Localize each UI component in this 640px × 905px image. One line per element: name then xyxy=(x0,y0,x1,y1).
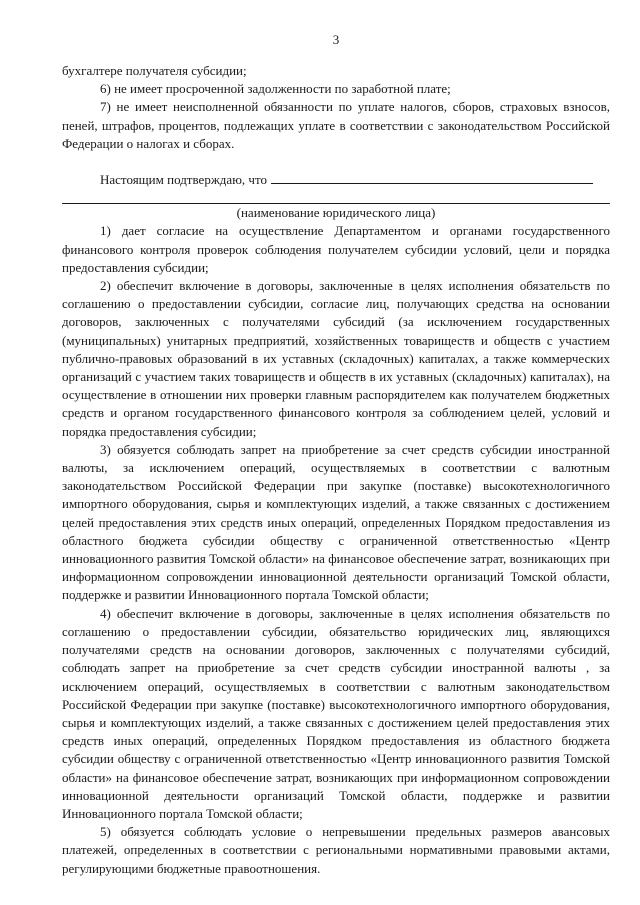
paragraph-item-7: 7) не имеет неисполненной обязанности по уплате налогов, сборов, страховых взносов, пеней, штрафов, процентов, подлежащих уплате в соответствии с законодательством Российской Федерации о налогах и сборах. xyxy=(62,99,610,151)
entity-name-blank xyxy=(271,171,593,184)
entity-name-blank-line xyxy=(62,189,610,204)
paragraph-consent-3: 3) обязуется соблюдать запрет на приобретение за счет средств субсидии иностранной валюты, за исключением операций, осуществляемых в соответствии с валютным законодательством Российской Федерации при закупке (поставке) высокотехнологичного импортного оборудования, сырья и комплектующих изделий, а также связанных с достижением целей предоставления этих средств иных операций, определенных Порядком предоставления из областного бюджета субсидии обществу с ограниченной ответственностью «Центр инновационного развития Томской области» на финансовое обеспечение затрат, возникающих при информационном сопровождении инновационной деятельности организаций Томской области, поддержке и развитии Инновационного портала Томской области; xyxy=(62,441,610,603)
paragraph-continuation: бухгалтере получателя субсидии; xyxy=(62,63,247,78)
confirm-label: Настоящим подтверждаю, что xyxy=(100,172,267,188)
document-body xyxy=(62,62,610,878)
paragraph-consent-5: 5) обязуется соблюдать условие о непревышении предельных размеров авансовых платежей, определенных в соответствии с региональными нормативными правовыми актами, регулирующими бюджетные правоотношения. xyxy=(62,824,610,876)
page-number: 3 xyxy=(332,32,340,47)
paragraph-consent-2: 2) обеспечит включение в договоры, заключенные в целях исполнения обязательств по соглашению о предоставлении субсидии, согласие лиц, получающих средства на основании договоров, заключенных с получателями субсидий (за исключением государственных (муниципальных) унитарных предприятий, хозяйственных товариществ и обществ с участием публично-правовых образований в их уставных (складочных) капиталах, а также коммерческих организаций с участием таких товариществ и обществ в их уставных (складочных) капиталах), на осуществление в отношении них проверки главным распорядителем как получателем бюджетных средств и органом государственного финансового контроля за соблюдением целей, условий и порядка предоставления субсидии; xyxy=(62,278,610,439)
paragraph-consent-1: 1) дает согласие на осуществление Департаментом и органами государственного финансового контроля проверок соблюдения получателем субсидии условий, цели и порядка предоставления субсидии; xyxy=(62,223,610,275)
confirm-line xyxy=(62,171,610,189)
paragraph-consent-4: 4) обеспечит включение в договоры, заключенные в целях исполнения обязательств по соглашению о предоставлении субсидии, обязательство юридических лиц, являющихся получателями средств на основании договоров, заключенных с получателями субсидий, соблюдать запрет на приобретение за счет средств субсидии иностранной валюты , за исключением операций, осуществляемых в соответствии с валютным законодательством Российской Федерации при закупке (поставке) высокотехнологичного импортного оборудования, сырья и комплектующих изделий, а также связанных с достижением целей предоставления этих средств иных операций, определенных Порядком предоставления из областного бюджета субсидии обществу с ограниченной ответственностью «Центр инновационного развития Томской области» на финансовое обеспечение затрат, возникающих при информационном сопровождении инновационной деятельности организаций Томской области, поддержке и развитии Инновационного портала Томской области; xyxy=(62,605,610,821)
paragraph-item-6: 6) не имеет просроченной задолженности по заработной плате; xyxy=(100,81,451,97)
entity-name-caption: (наименование юридического лица) xyxy=(236,205,436,221)
